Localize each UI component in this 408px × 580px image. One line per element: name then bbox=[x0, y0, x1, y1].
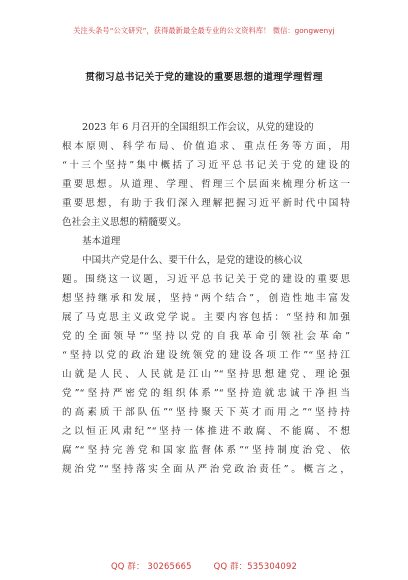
header-promo-note: 关注头条号“公文研究”，获得最新最全最专业的公文资料库！ 微信：gongwenyj bbox=[73, 26, 335, 35]
paragraph-line: 的高素质干部队伍”“坚持聚天下英才而用之”“坚持持 bbox=[62, 407, 350, 418]
paragraph-line: 党的全面领导”“坚持以党的自我革命引领社会革命” bbox=[62, 331, 350, 342]
paragraph-line: 题。围绕这一议题，习近平总书记关于党的建设的重要思 bbox=[62, 274, 350, 285]
section-heading: 基本道理 bbox=[82, 236, 121, 247]
paragraph-line: 展了马克思主义政党学说。主要内容包括：“坚持和加强 bbox=[62, 312, 350, 323]
document-title: 贯彻习总书记关于党的建设的重要思想的道理学理哲理 bbox=[85, 72, 323, 83]
paragraph-line: 重要思想。从道理、学理、哲理三个层面来梳理分析这一 bbox=[62, 179, 350, 190]
paragraph-line: 色社会主义思想的精髓要义。 bbox=[62, 217, 187, 228]
qq-group-2: QQ 群：535304092 bbox=[213, 561, 298, 571]
paragraph-line: 中国共产党是什么、要干什么，是党的建设的核心议 bbox=[82, 255, 303, 266]
paragraph-line: 腐”“坚持完善党和国家监督体系”“坚持制度治党、依 bbox=[62, 445, 350, 456]
qq-group-1: QQ 群： 30265665 bbox=[110, 561, 192, 571]
paragraph-line: 重要思想，有助于我们深入理解把握习近平新时代中国特 bbox=[62, 198, 350, 209]
footer-qq-groups bbox=[0, 560, 408, 572]
paragraph-line: “坚持以党的政治建设统领党的建设各项工作”“坚持江 bbox=[62, 350, 350, 361]
paragraph-line: 党”“坚持严密党的组织体系”“坚持造就忠诚干净担当 bbox=[62, 388, 350, 399]
paragraph-line: 规治党”“坚持落实全面从严治党政治责任”。概言之， bbox=[62, 464, 350, 475]
paragraph-line: “十三个坚持”集中概括了习近平总书记关于党的建设的 bbox=[62, 160, 350, 171]
paragraph-line: 想坚持继承和发展，坚持“两个结合”，创造性地丰富发 bbox=[62, 293, 350, 304]
paragraph-line: 山就是人民、人民就是江山”“坚持思想建党、理论强 bbox=[62, 369, 350, 380]
paragraph-line: 2023 年 6 月召开的全国组织工作会议，从党的建设的 bbox=[82, 122, 314, 133]
paragraph-line: 之以恒正风肃纪”“坚持一体推进不敢腐、不能腐、不想 bbox=[62, 426, 350, 437]
document-body bbox=[62, 118, 350, 479]
paragraph-line: 根本原则、科学布局、价值追求、重点任务等方面，用 bbox=[62, 141, 350, 152]
